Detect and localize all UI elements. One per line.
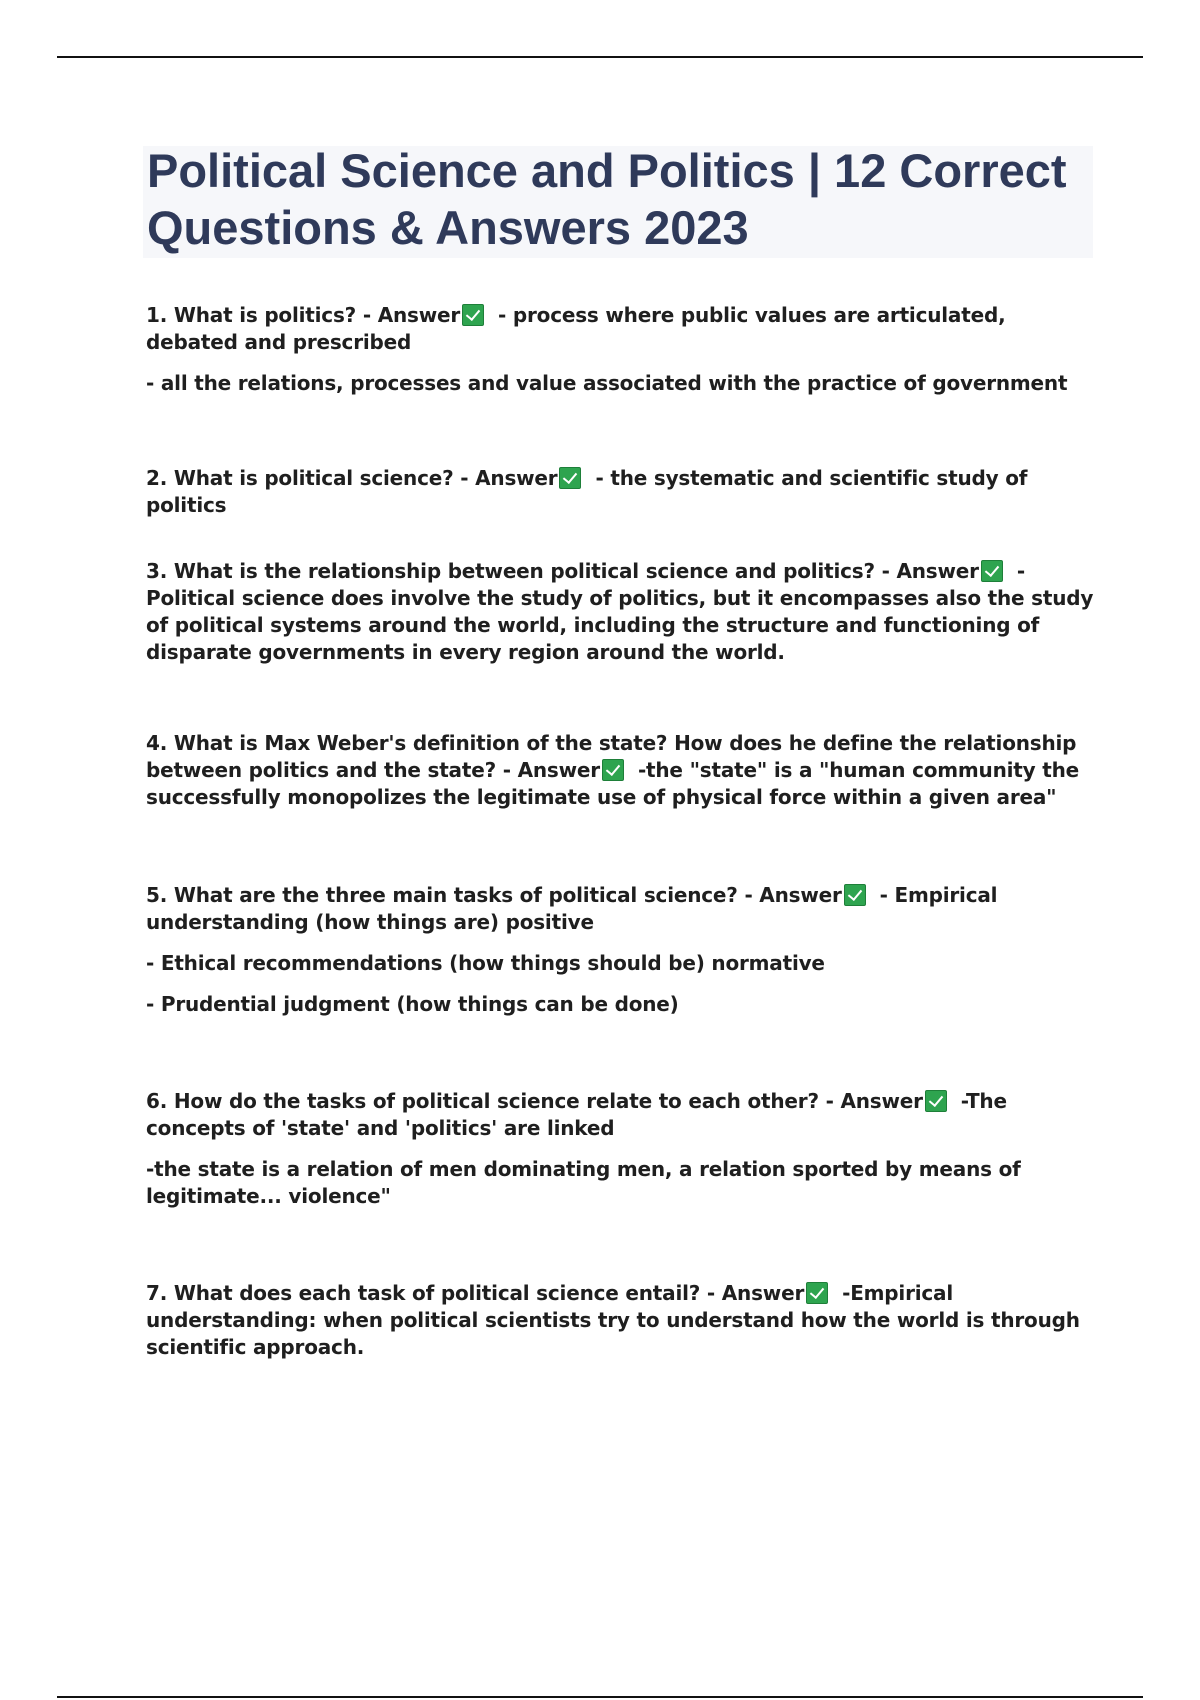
qa-item-3 [146, 558, 1096, 666]
qa-question-paragraph [146, 882, 1096, 936]
page-title: Political Science and Politics | 12 Correct Questions & Answers 2023 [147, 144, 1067, 254]
checkmark-icon [806, 1282, 828, 1304]
bottom-rule [57, 1696, 1143, 1698]
checkmark-icon [844, 884, 866, 906]
checkmark-icon [559, 467, 581, 489]
qa-question-paragraph [146, 465, 1096, 519]
qa-question-paragraph [146, 302, 1096, 356]
qa-item-6 [146, 1088, 1096, 1210]
question-text: 1. What is politics? - Answer [146, 303, 461, 327]
answer-extra-line: - Ethical recommendations (how things should be) normative [146, 951, 825, 975]
top-rule [57, 56, 1143, 58]
answer-extra-line: -the state is a relation of men dominating men, a relation sported by means of legitimate... violence" [146, 1157, 1021, 1208]
question-text: 3. What is the relationship between political science and politics? - Answer [146, 559, 979, 583]
question-text: 6. How do the tasks of political science relate to each other? - Answer [146, 1089, 923, 1113]
qa-item-2 [146, 465, 1096, 519]
answer-text: -the "state" is a "human community the successfully monopolizes the legitimate use of physical force within a given area" [146, 758, 1079, 809]
qa-question-paragraph [146, 730, 1096, 811]
qa-item-7 [146, 1280, 1096, 1361]
answer-text: - Political science does involve the study of politics, but it encompasses also the study of political systems around the world, including the structure and functioning of disparate governments in every region around the world. [146, 559, 1094, 664]
checkmark-icon [602, 759, 624, 781]
answer-text: - process where public values are articulated, debated and prescribed [146, 303, 1006, 354]
checkmark-icon [462, 304, 484, 326]
qa-item-5 [146, 882, 1096, 1018]
question-text: 4. What is Max Weber's definition of the state? How does he define the relationship between politics and the state? - Answer [146, 731, 1077, 782]
answer-extra-line: - all the relations, processes and value associated with the practice of government [146, 371, 1068, 395]
answer-text: - Empirical understanding (how things are) positive [146, 883, 998, 934]
answer-text: -The concepts of 'state' and 'politics' are linked [146, 1089, 1007, 1140]
answer-extra-line: - Prudential judgment (how things can be done) [146, 992, 679, 1016]
qa-question-paragraph [146, 1088, 1096, 1142]
checkmark-icon [925, 1090, 947, 1112]
qa-item-1 [146, 302, 1096, 397]
answer-text: - the systematic and scientific study of politics [146, 466, 1028, 517]
question-text: 7. What does each task of political science entail? - Answer [146, 1281, 805, 1305]
question-text: 2. What is political science? - Answer [146, 466, 558, 490]
checkmark-icon [981, 560, 1003, 582]
qa-question-paragraph [146, 1280, 1096, 1361]
qa-item-4 [146, 730, 1096, 811]
question-text: 5. What are the three main tasks of political science? - Answer [146, 883, 842, 907]
answer-text: -Empirical understanding: when political scientists try to understand how the world is through scientific approach. [146, 1281, 1080, 1359]
qa-question-paragraph [146, 558, 1096, 666]
